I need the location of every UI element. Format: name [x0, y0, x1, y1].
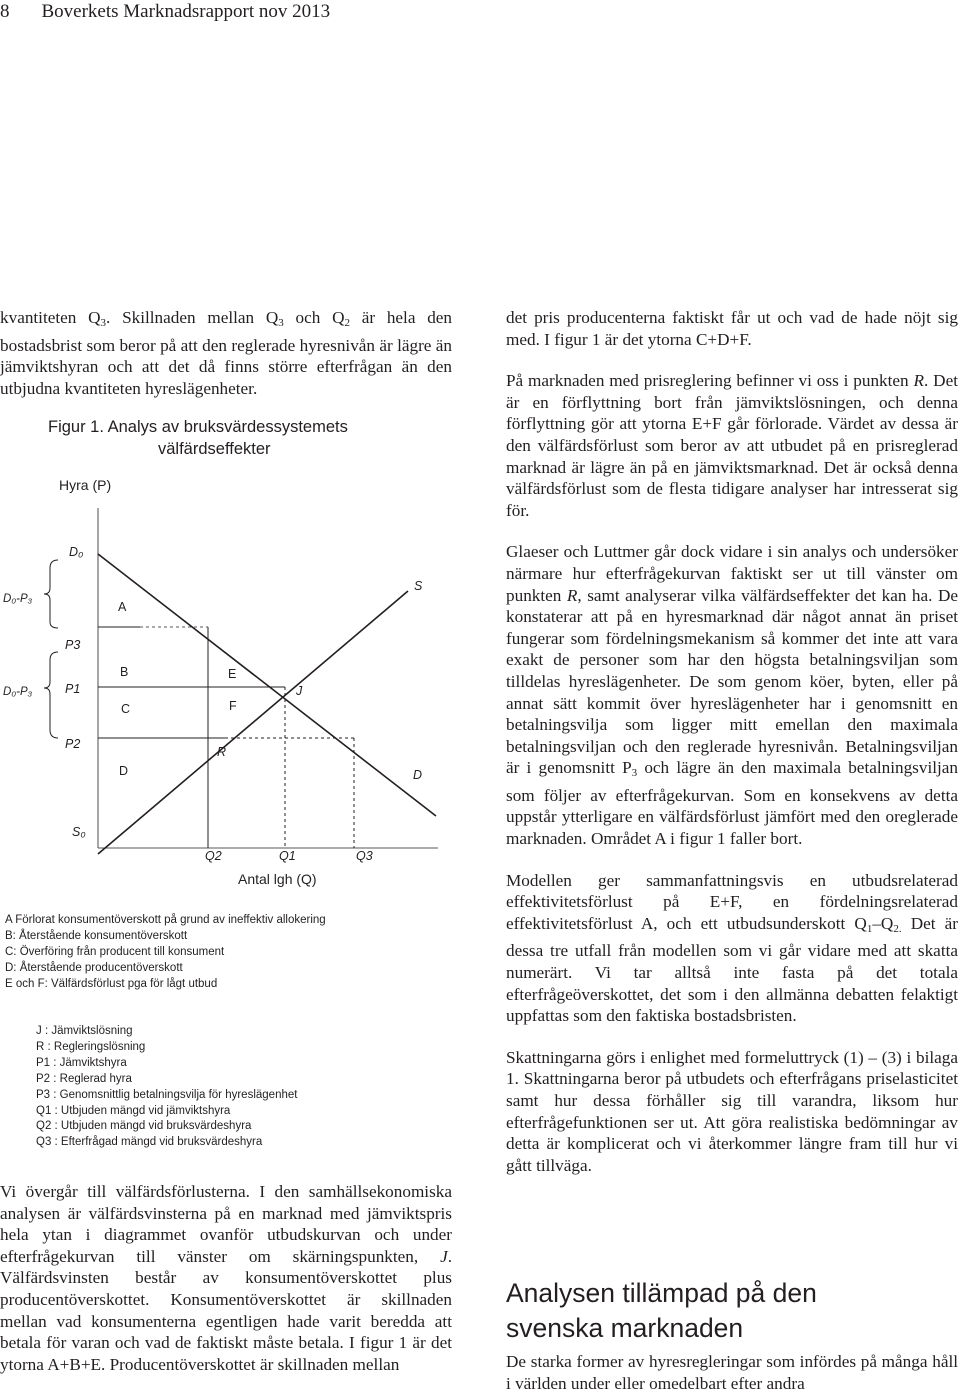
- label-d0-top: D₀: [69, 545, 84, 559]
- legend-symbol-p3: P3 : Genomsnittlig betalningsvilja för hyreslägenhet: [36, 1088, 298, 1101]
- legend-areas: [5, 913, 326, 993]
- legend-item-c: C: Överföring från producent till konsument: [5, 945, 225, 958]
- legend-item-a: A Förlorat konsumentöverskott på grund av ineffektiv allokering: [5, 914, 326, 926]
- legend-symbol-q2: Q2 : Utbjuden mängd vid bruksvärdeshyra: [36, 1120, 252, 1133]
- paragraph-rent-regulation-history: De starka former av hyresregleringar som infördes på många håll i världen under eller omedelbart efter andra: [506, 1352, 958, 1393]
- page-header: [0, 0, 330, 24]
- demand-curve: [98, 554, 436, 816]
- section-heading: Analysen tillämpad på den svenska marknaden: [506, 1278, 817, 1343]
- point-r: R: [217, 745, 227, 759]
- y-axis-label: Hyra (P): [59, 477, 112, 493]
- label-demand: D: [413, 768, 423, 782]
- label-p2: P2: [65, 737, 81, 751]
- legend-symbol-r: R : Regleringslösning: [36, 1040, 146, 1053]
- label-q2: Q2: [205, 849, 222, 863]
- paragraph-producer-surplus: det pris producenterna faktiskt får ut och vad de hade nöjt sig med. I figur 1 är det ytorna C+D+F.: [506, 308, 958, 349]
- label-p1: P1: [65, 682, 81, 696]
- paragraph-estimations: Skattningarna görs i enlighet med formeluttryck (1) – (3) i bilaga 1. Skattningarna beror på utbudets och efterfrågans priselasticitet samt hur dessa förhåller sig till varandra, liksom hur efterfrågefunktionen ser ut. Att göra realistiska bedömningar av detta är komplicerat och vi återkommer längre fram till hur vi gått tillväga.: [506, 1047, 958, 1175]
- paragraph-glaeser-luttmer: Glaeser och Luttmer går dock vidare i sin analys och undersöker närmare hur efterfrågekurvan faktiskt ser ut till vänster om punkten R, samt analyserar vilka välfärdseffekter det kan ha. De konstaterar att på en hyresmarknad där något annat än priset fungerar som fördelningsmekanism så kommer det inte att vara exakt de personer som har den högsta betalningsviljan som tilldelas hyreslägenheter. De som genom köer, byten, eller på annat sätt kommit över hyreslägenheter har i genomsnitt en betalningsvilja som ligger mitt emellan den maximala betalningsviljan och den reglerade hyresnivån. Betalningsviljan är i genomsnitt P3 och lägre än den maximala betalningsviljan som följer av efterfrågekurvan. Som en konsekvens av detta uppstår ytterligare en välfärdsförlust jämfört med den oreglerade marknaden. Området A i figur 1 faller bort.: [506, 542, 959, 849]
- left-column-top: [0, 307, 452, 399]
- legend-item-ef: E och F: Välfärdsförlust pga för lågt utbud: [5, 977, 218, 990]
- label-q3: Q3: [356, 849, 373, 863]
- paragraph-price-regulation: På marknaden med prisreglering befinner vi oss i punkten R. Det är en förflyttning bort från jämviktslösningen, och denna förflyttning gör att ytorna E+F går förlorade. Värdet av dessa är den välfärdsförlust som beror av att utbudet på en prisreglerad marknad är lägre än på en jämviktsmarknad. Det är också denna välfärdsförlust som de flesta tidigare analyser har intresserat sig för.: [506, 371, 958, 520]
- brace-lower: [44, 652, 58, 738]
- brace-upper: [44, 560, 58, 628]
- legend-symbol-p1: P1 : Jämviktshyra: [36, 1056, 127, 1069]
- label-d0-p3-upper: D₀-P₃: [3, 593, 33, 605]
- legend-symbol-q3: Q3 : Efterfrågad mängd vid bruksvärdeshyra: [36, 1136, 263, 1149]
- label-s0: S₀: [72, 825, 86, 839]
- area-a: A: [118, 600, 127, 614]
- supply-curve: [98, 591, 408, 854]
- welfare-effects-diagram: [0, 470, 460, 890]
- label-d0-p3-lower: D₀-P₃: [3, 686, 33, 698]
- paragraph-shortage: kvantiteten Q3. Skillnaden mellan Q3 och Q2 är hela den bostadsbrist som beror på att den reglerade hyresnivån är lägre än jämviktshyran och att det då finns större efterfrågan än den utbjudna kvantiteten hyreslägenheter.: [0, 308, 453, 398]
- page-number: 8: [0, 1, 10, 22]
- label-q1: Q1: [279, 849, 296, 863]
- area-e: E: [228, 667, 237, 681]
- right-column-final: [506, 1351, 958, 1394]
- left-column-bottom: [0, 1181, 452, 1375]
- area-b: B: [120, 665, 129, 679]
- figure-title: Figur 1. Analys av bruksvärdessystemets välfärdseffekter: [48, 418, 348, 458]
- area-d: D: [119, 764, 129, 778]
- area-f: F: [229, 699, 237, 713]
- running-title: Boverkets Marknadsrapport nov 2013: [41, 1, 331, 22]
- legend-symbol-q1: Q1 : Utbjuden mängd vid jämviktshyra: [36, 1104, 231, 1117]
- point-j: J: [296, 684, 303, 698]
- legend-symbols: [36, 1024, 297, 1151]
- legend-item-d: D: Återstående producentöverskott: [5, 961, 183, 974]
- area-c: C: [121, 702, 131, 716]
- legend-symbol-j: J : Jämviktslösning: [36, 1025, 133, 1037]
- right-column: [506, 307, 958, 1176]
- legend-symbol-p2: P2 : Reglerad hyra: [36, 1072, 132, 1085]
- x-axis-label: Antal lgh (Q): [238, 871, 317, 887]
- paragraph-welfare-loss: Vi övergår till välfärdsförlusterna. I den samhällsekonomiska analysen är välfärdsvinsterna på en marknad med jämviktspris hela ytan i diagrammet ovanför utbudskurvan och under efterfrågekurvan till vänster om skärningspunkten, J. Välfärdsvinsten består av konsumentöverskottet plus producentöverskottet. Konsumentöverskottet är skillnaden mellan vad konsumenterna egentligen hade varit beredda att betala för varan och vad de faktiskt måste betala. I figur 1 är det ytorna A+B+E. Producentöverskottet är skillnaden mellan: [0, 1182, 452, 1374]
- label-supply: S: [414, 579, 423, 593]
- label-p3: P3: [65, 638, 81, 652]
- paragraph-model-summary: Modellen ger sammanfattningsvis en utbudsrelaterad effektivitetsförlust på E+F, en fördelningsrelaterad effektivitetsförlust A, och ett utbudsunderskott Q1–Q2. Det är dessa tre utfall från modellen som vi går vidare med att skatta numerärt. Vi tar alltså inte fasta på det totala efterfrågeöverskottet, det som i den allmänna debatten felaktigt uppfattas som den faktiska bostadsbristen.: [506, 870, 959, 1026]
- legend-item-b: B: Återstående konsumentöverskott: [5, 929, 188, 942]
